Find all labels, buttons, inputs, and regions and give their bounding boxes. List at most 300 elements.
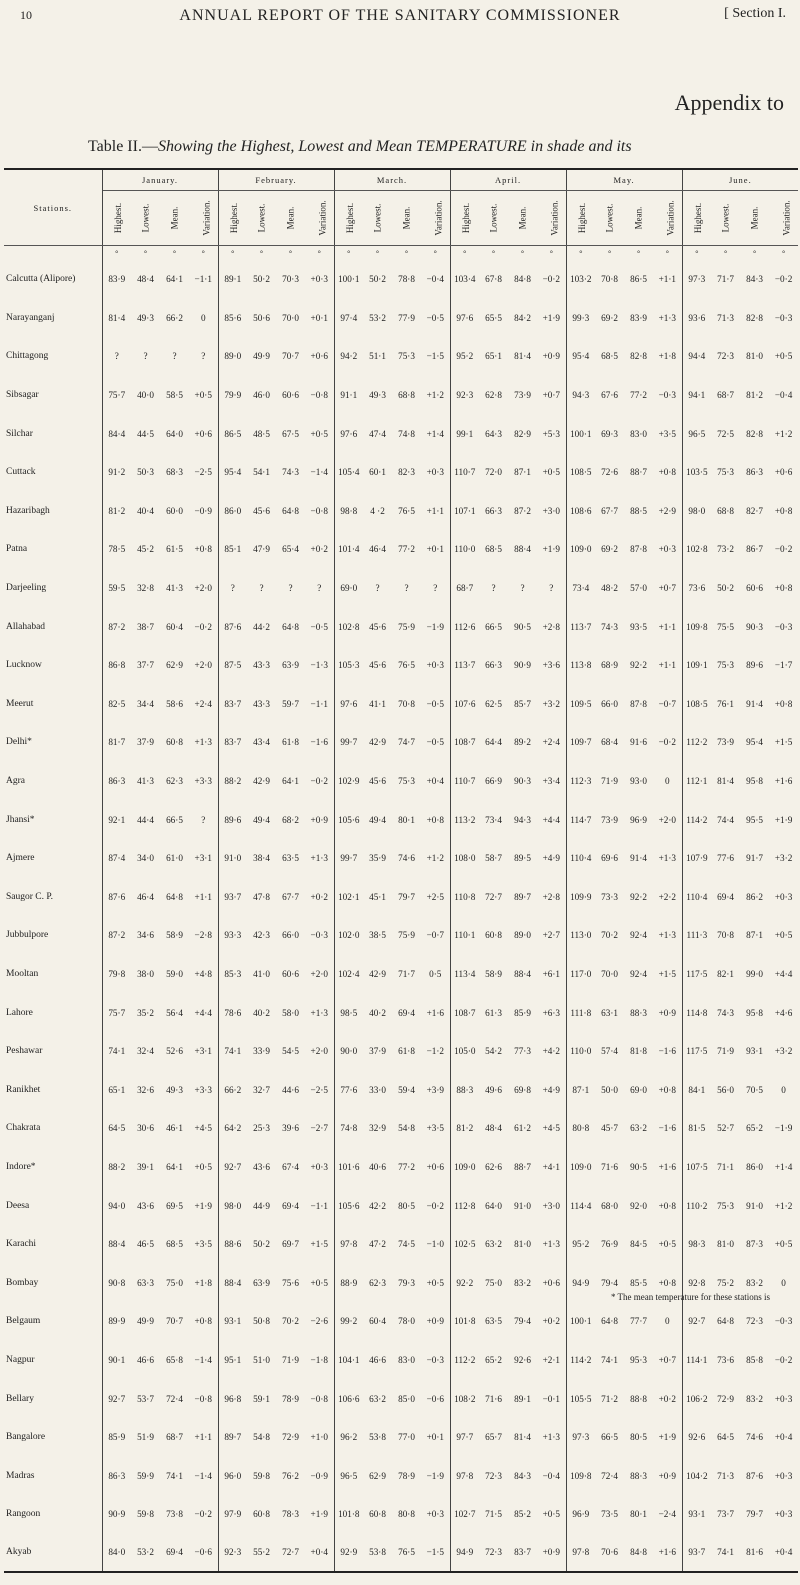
table-cell: 89·7 [218, 1418, 247, 1457]
table-cell: 93·6 [682, 299, 711, 338]
table-cell: 86·5 [630, 274, 647, 285]
table-cell: 71·2 [601, 1393, 618, 1404]
table-cell: 40·0 [137, 390, 154, 401]
table-cell: +0·5 [194, 1161, 212, 1172]
table-cell: +0·2 [542, 1316, 560, 1327]
table-cell: 93·5 [630, 621, 647, 632]
table-cell: 67·5 [282, 428, 299, 439]
table-cell: 64·8 [166, 891, 183, 902]
table-cell: 108·0 [450, 839, 479, 878]
table-cell: 109·7 [566, 723, 595, 762]
station-name: Delhi* [4, 723, 102, 762]
table-cell: 73·5 [601, 1509, 618, 1520]
table-cell: +1·6 [658, 1547, 677, 1558]
table-cell: 50·2 [717, 583, 734, 594]
unit-symbol: ° [102, 246, 131, 261]
table-cell: +1·4 [774, 1161, 793, 1172]
table-cell: +0·9 [426, 1316, 444, 1327]
table-cell: 64·8 [601, 1316, 618, 1327]
page-header [0, 0, 800, 40]
table-cell: 69·8 [514, 1084, 531, 1095]
table-cell: −0·7 [426, 930, 444, 941]
table-cell: 99·3 [566, 299, 595, 338]
table-cell: 74·7 [398, 737, 415, 748]
table-cell: 52·7 [717, 1123, 734, 1134]
table-cell: 78·9 [398, 1470, 415, 1481]
table-cell: 109·9 [566, 878, 595, 917]
table-cell: ? [375, 583, 380, 594]
table-cell: 90·5 [630, 1161, 647, 1172]
table-cell: 68·8 [717, 505, 734, 516]
table-cell: 82·8 [630, 351, 647, 362]
table-cell: 69·3 [601, 428, 618, 439]
table-cell: +1·1 [426, 505, 444, 516]
table-cell: −0·6 [194, 1547, 212, 1558]
table-cell: 97·6 [450, 299, 479, 338]
table-cell: 44·5 [137, 428, 154, 439]
table-cell: +0·8 [426, 814, 444, 825]
station-name: Bellary [4, 1379, 102, 1418]
footnote: * The mean temperature for these stations is [610, 1292, 770, 1302]
table-cell: +1·3 [194, 737, 212, 748]
column-label: Mean. [633, 206, 644, 230]
table-cell: 93·7 [682, 1534, 711, 1573]
table-cell: 81·6 [746, 1547, 763, 1558]
table-cell: 108·7 [450, 993, 479, 1032]
table-cell: −1·6 [310, 737, 328, 748]
table-cell: +2·0 [310, 968, 328, 979]
table-cell: 110·8 [450, 878, 479, 917]
table-cell: 68·3 [166, 467, 183, 478]
table-cell: +1·1 [194, 891, 212, 902]
table-row [4, 569, 798, 608]
table-cell: 69·4 [717, 891, 734, 902]
table-cell: 83·9 [102, 260, 131, 299]
table-cell: 110·4 [682, 878, 711, 917]
table-cell: −1·7 [774, 660, 793, 671]
table-row [4, 839, 798, 878]
table-cell: 99·0 [746, 968, 763, 979]
table-cell: 76·1 [717, 698, 734, 709]
table-cell: 68·7 [717, 390, 734, 401]
table-cell: 95·1 [218, 1341, 247, 1380]
table-cell: 112·6 [450, 607, 479, 646]
table-cell: +0·8 [774, 505, 793, 516]
table-cell: 71·9 [717, 1046, 734, 1057]
table-row [4, 260, 798, 299]
unit-symbol: ° [317, 248, 321, 258]
table-cell: +4·4 [194, 1007, 212, 1018]
table-cell: 38·4 [253, 853, 270, 864]
table-cell: 87·6 [218, 607, 247, 646]
table-cell: 0 [665, 776, 670, 787]
column-label: Lowest. [256, 203, 267, 233]
table-cell: 43·4 [253, 737, 270, 748]
table-cell: +4·1 [542, 1161, 560, 1172]
caption-text: Showing the Highest, Lowest and Mean TEMPERATURE in shade and its [157, 138, 632, 155]
table-cell: 60·8 [485, 930, 502, 941]
unit-symbol: ° [491, 248, 496, 258]
station-name: Deesa [4, 1186, 102, 1225]
table-cell: −1·6 [658, 1123, 677, 1134]
table-cell: 92·6 [514, 1354, 531, 1365]
table-cell: 44·6 [282, 1084, 299, 1095]
table-cell: 87·1 [514, 467, 531, 478]
table-cell: 84·8 [514, 274, 531, 285]
table-row [4, 1456, 798, 1495]
station-name: Ajmere [4, 839, 102, 878]
table-cell: ? [201, 814, 206, 825]
table-row [4, 800, 798, 839]
table-cell: 62·8 [485, 390, 502, 401]
table-cell: 108·5 [566, 453, 595, 492]
table-cell: +2·0 [658, 814, 677, 825]
table-cell: −1·8 [310, 1354, 328, 1365]
unit-symbol: ° [752, 248, 757, 258]
table-cell: 87·3 [746, 1239, 763, 1250]
table-cell: +3·1 [194, 1046, 212, 1057]
column-label: Lowest. [140, 203, 151, 233]
station-name: Akyab [4, 1534, 102, 1573]
table-cell: 105·5 [566, 1379, 595, 1418]
table-cell: 76·5 [398, 1547, 415, 1558]
month-header: February. [218, 169, 334, 191]
table-cell: 75·3 [717, 467, 734, 478]
table-row [4, 955, 798, 994]
table-cell: 109·0 [450, 1148, 479, 1187]
table-cell: 110·2 [682, 1186, 711, 1225]
table-cell: 97·8 [450, 1456, 479, 1495]
table-cell: 86·2 [746, 891, 763, 902]
table-cell: 89·0 [218, 337, 247, 376]
table-cell: 42·9 [253, 776, 270, 787]
table-cell: +1·2 [426, 390, 444, 401]
column-label: Lowest. [720, 203, 731, 233]
table-cell: 81·4 [102, 299, 131, 338]
table-cell: 70·0 [282, 312, 299, 323]
table-cell: 102·7 [450, 1495, 479, 1534]
table-cell: +1·1 [194, 1432, 212, 1443]
table-cell: 58·5 [166, 390, 183, 401]
table-cell: 83·0 [398, 1354, 415, 1365]
table-cell: 84·1 [682, 1070, 711, 1109]
table-cell: +1·5 [658, 968, 677, 979]
table-cell: 84·5 [630, 1239, 647, 1250]
table-cell: 99·7 [334, 839, 363, 878]
table-cell: −0·2 [542, 274, 560, 285]
station-name: Lucknow [4, 646, 102, 685]
table-cell: 41·3 [137, 776, 154, 787]
table-row [4, 1186, 798, 1225]
table-cell: +1·6 [658, 1161, 677, 1172]
table-cell: 92·2 [630, 891, 647, 902]
table-cell: 65·8 [166, 1354, 183, 1365]
unit-symbol: ° [143, 248, 148, 258]
table-cell: 37·9 [137, 737, 154, 748]
table-cell: 63·3 [137, 1277, 154, 1288]
table-cell: 71·6 [601, 1161, 618, 1172]
table-cell: 60·8 [369, 1509, 386, 1520]
table-cell: 81·2 [450, 1109, 479, 1148]
table-cell: 75·9 [398, 621, 415, 632]
table-cell: 68·5 [166, 1239, 183, 1250]
table-cell: 80·8 [398, 1509, 415, 1520]
table-cell: 97·4 [334, 299, 363, 338]
table-cell: 63·5 [282, 853, 299, 864]
table-cell: 113·8 [566, 646, 595, 685]
column-label: Lowest. [604, 203, 615, 233]
table-cell: +2·4 [194, 698, 212, 709]
table-cell: 112·3 [566, 762, 595, 801]
table-cell: −0·7 [658, 698, 677, 709]
column-header [595, 191, 624, 246]
table-cell: 112·2 [450, 1341, 479, 1380]
table-cell: −1·6 [658, 1046, 677, 1057]
column-header [479, 191, 508, 246]
table-cell: 45·6 [369, 776, 386, 787]
table-cell: 92·7 [218, 1148, 247, 1187]
table-cell: 78·9 [282, 1393, 299, 1404]
table-cell: 64·2 [218, 1109, 247, 1148]
table-cell: +0·2 [658, 1393, 677, 1404]
table-cell: 97·3 [566, 1418, 595, 1457]
table-cell: 76·5 [398, 505, 415, 516]
table-cell: +4·5 [542, 1123, 560, 1134]
station-name: Bombay [4, 1263, 102, 1302]
column-label: Mean. [749, 206, 760, 230]
table-cell: 43·6 [137, 1200, 154, 1211]
column-header [363, 191, 392, 246]
table-cell: 49·3 [166, 1084, 183, 1095]
month-header: April. [450, 169, 566, 191]
table-cell: 97·8 [334, 1225, 363, 1264]
table-cell: 59·9 [137, 1470, 154, 1481]
table-cell: 64·1 [166, 274, 183, 285]
table-cell: 54·8 [398, 1123, 415, 1134]
table-cell: +2·0 [310, 1046, 328, 1057]
table-cell: 53·8 [369, 1547, 386, 1558]
table-cell: ? [288, 583, 293, 594]
table-cell: +0·5 [658, 1239, 677, 1250]
table-cell: 105·6 [334, 800, 363, 839]
table-cell: 86·7 [746, 544, 763, 555]
table-cell: +2·8 [542, 891, 560, 902]
table-cell: 86·8 [102, 646, 131, 685]
table-cell: 75·3 [717, 1200, 734, 1211]
table-cell: 101·8 [450, 1302, 479, 1341]
table-cell: 84·3 [746, 274, 763, 285]
table-cell: +0·3 [310, 1161, 328, 1172]
table-cell: 102·1 [334, 878, 363, 917]
table-cell: 81·4 [514, 1432, 531, 1443]
table-cell: +0·4 [310, 1547, 328, 1558]
table-cell: 67·7 [282, 891, 299, 902]
table-cell: 64·3 [485, 428, 502, 439]
table-cell: 96·8 [218, 1379, 247, 1418]
table-cell: +6·1 [542, 968, 560, 979]
table-cell: 86·3 [746, 467, 763, 478]
table-cell: 63·1 [601, 1007, 618, 1018]
column-label: Highest. [112, 202, 123, 234]
table-cell: 108·6 [566, 492, 595, 531]
table-cell: 66·5 [601, 1432, 618, 1443]
table-cell: +0·9 [658, 1007, 677, 1018]
table-cell: 72·3 [485, 1470, 502, 1481]
table-cell: 77·9 [398, 312, 415, 323]
table-cell: 100·1 [566, 1302, 595, 1341]
table-cell: +1·1 [658, 660, 677, 671]
table-cell: 95·8 [746, 776, 763, 787]
table-cell: −0·8 [310, 505, 328, 516]
table-cell: 93·1 [218, 1302, 247, 1341]
table-cell: +0·3 [310, 274, 328, 285]
table-cell: 75·0 [485, 1277, 502, 1288]
table-cell: 98·8 [334, 492, 363, 531]
table-cell: 97·7 [450, 1418, 479, 1457]
table-cell: 83·7 [218, 685, 247, 724]
table-cell: 81·0 [717, 1239, 734, 1250]
table-cell: 70·8 [717, 930, 734, 941]
column-header [421, 191, 450, 246]
table-cell: 60·4 [166, 621, 183, 632]
table-cell: 90·3 [514, 776, 531, 787]
table-cell: 71·3 [717, 1470, 734, 1481]
table-cell: 68·7 [166, 1432, 183, 1443]
table-cell: 74·3 [282, 467, 299, 478]
month-header: June. [682, 169, 798, 191]
table-cell: 71·6 [485, 1393, 502, 1404]
table-cell: 43·3 [253, 698, 270, 709]
table-cell: 59·5 [102, 569, 131, 608]
table-cell: −0·3 [774, 312, 793, 323]
table-cell: 69·5 [166, 1200, 183, 1211]
table-cell: 83·2 [746, 1277, 763, 1288]
unit-symbol: ° [334, 246, 363, 261]
table-cell: 68·0 [601, 1200, 618, 1211]
table-cell: 92·7 [102, 1379, 131, 1418]
table-cell: 62·5 [485, 698, 502, 709]
table-cell: 85·2 [514, 1509, 531, 1520]
table-cell: 87·2 [102, 916, 131, 955]
station-name: Cuttack [4, 453, 102, 492]
table-cell: 48·4 [485, 1123, 502, 1134]
table-cell: 65·2 [746, 1123, 763, 1134]
table-cell: +2·7 [542, 930, 560, 941]
table-cell: 65·1 [485, 351, 502, 362]
table-cell: 42·9 [369, 968, 386, 979]
table-cell: 88·8 [630, 1393, 647, 1404]
table-cell: 74·6 [398, 853, 415, 864]
table-cell: 114·2 [682, 800, 711, 839]
station-name: Jubbulpore [4, 916, 102, 955]
table-cell: ? [102, 337, 131, 376]
column-header [566, 191, 595, 246]
table-cell: 99·7 [334, 723, 363, 762]
table-cell: +0·8 [194, 544, 212, 555]
table-row [4, 1109, 798, 1148]
table-cell: 69·0 [334, 569, 363, 608]
table-cell: 58·9 [485, 968, 502, 979]
table-cell: 47·2 [369, 1239, 386, 1250]
table-cell: 72·3 [746, 1316, 763, 1327]
station-name: Saugor C. P. [4, 878, 102, 917]
table-cell: 66·2 [166, 312, 183, 323]
table-cell: 70·2 [601, 930, 618, 941]
table-row [4, 1225, 798, 1264]
table-cell: 110·1 [450, 916, 479, 955]
table-cell: 94·3 [514, 814, 531, 825]
table-cell: −0·5 [310, 621, 328, 632]
table-cell: 92·4 [630, 930, 647, 941]
table-cell: 78·0 [398, 1316, 415, 1327]
table-cell: 67·6 [601, 390, 618, 401]
table-cell: 101·8 [334, 1495, 363, 1534]
table-cell: 89·5 [514, 853, 531, 864]
table-cell: 48·5 [253, 428, 270, 439]
table-cell: +1·3 [310, 853, 328, 864]
table-cell: 99·2 [334, 1302, 363, 1341]
table-cell: 95·2 [566, 1225, 595, 1264]
table-cell: 103·5 [682, 453, 711, 492]
table-cell: 80·1 [630, 1509, 647, 1520]
column-label: Lowest. [488, 203, 499, 233]
table-cell: 71·1 [717, 1161, 734, 1172]
table-cell: +1·9 [542, 312, 560, 323]
table-row [4, 1148, 798, 1187]
table-cell: 60·6 [282, 968, 299, 979]
table-cell: +1·8 [194, 1277, 212, 1288]
table-cell: 72·4 [166, 1393, 183, 1404]
table-cell: 73·4 [485, 814, 502, 825]
column-header [334, 191, 363, 246]
table-cell: ? [520, 583, 525, 594]
table-cell: 62·3 [166, 776, 183, 787]
table-cell: 83·7 [514, 1547, 531, 1558]
table-cell: 90·3 [746, 621, 763, 632]
station-name: Bangalore [4, 1418, 102, 1457]
table-cell: +1·9 [194, 1200, 212, 1211]
table-cell: 64·8 [282, 621, 299, 632]
table-cell: 114·4 [566, 1186, 595, 1225]
table-cell: +2·9 [658, 505, 677, 516]
appendix-title: Appendix to [674, 90, 784, 115]
table-cell: 102·4 [334, 955, 363, 994]
table-cell: 105·0 [450, 1032, 479, 1071]
table-cell: 89·6 [746, 660, 763, 671]
table-cell: 82·9 [514, 428, 531, 439]
table-cell: 70·8 [398, 698, 415, 709]
table-cell: 102·8 [334, 607, 363, 646]
table-cell: +0·9 [542, 351, 560, 362]
table-cell: +0·4 [426, 776, 444, 787]
station-name: Hazaribagh [4, 492, 102, 531]
table-cell: 61·8 [282, 737, 299, 748]
table-cell: 91·4 [630, 853, 647, 864]
table-cell: 64·0 [485, 1200, 502, 1211]
table-cell: 91·2 [102, 453, 131, 492]
station-name: Ranikhet [4, 1070, 102, 1109]
station-name: Nagpur [4, 1341, 102, 1380]
column-header [305, 191, 334, 246]
table-cell: 65·5 [485, 312, 502, 323]
table-cell: 46·6 [137, 1354, 154, 1365]
table-cell: 72·7 [485, 891, 502, 902]
table-cell: 107·6 [450, 685, 479, 724]
table-cell: 49·4 [369, 814, 386, 825]
table-cell: 73·3 [601, 891, 618, 902]
table-cell: 88·3 [630, 1470, 647, 1481]
table-cell: −1·1 [310, 1200, 328, 1211]
